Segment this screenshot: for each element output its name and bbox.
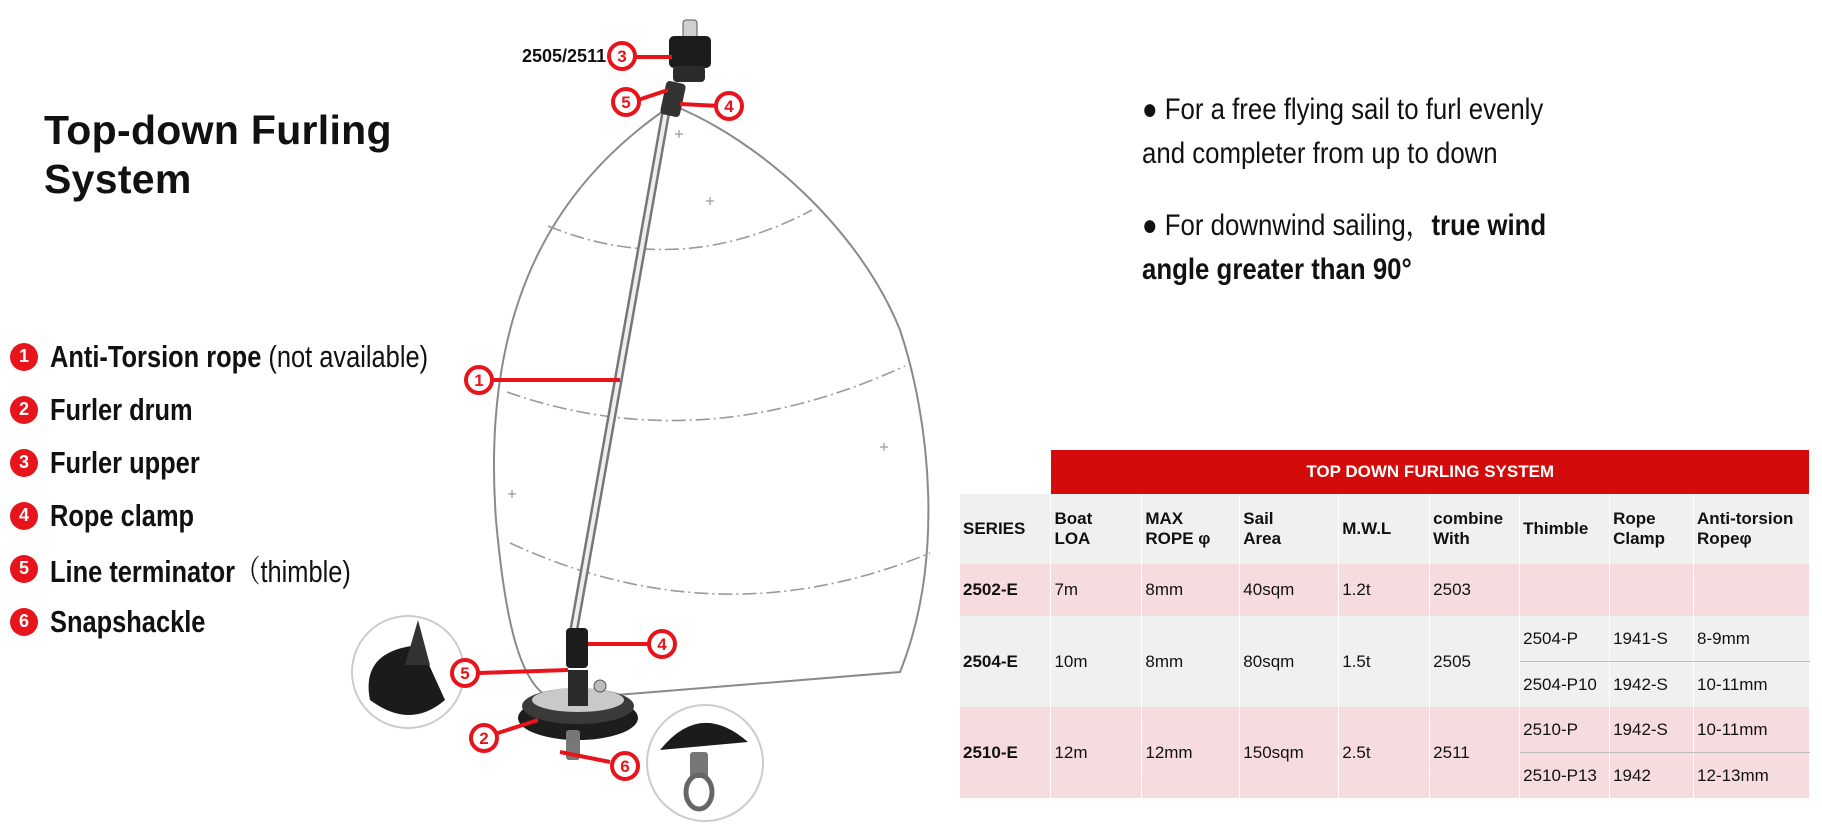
cell-combine: 2505 — [1430, 616, 1520, 707]
callout-6 — [612, 753, 638, 779]
callout-5-bottom — [452, 660, 478, 686]
furling-system-diagram — [350, 0, 970, 837]
cell-anti-torsion — [1694, 564, 1810, 616]
title-line-2: System — [44, 156, 192, 202]
callout-5-top — [613, 89, 639, 115]
callout-3 — [609, 43, 635, 69]
cell-thimble: 2510-P13 — [1520, 753, 1610, 799]
cell-anti-torsion: 8-9mm — [1694, 616, 1810, 662]
col-max-rope: MAX ROPE φ — [1142, 494, 1240, 564]
bullet-downwind-text: ● For downwind sailing， — [1142, 209, 1432, 242]
legend-label: Line terminator — [50, 554, 236, 589]
svg-text:6: 6 — [620, 757, 630, 776]
col-anti-torsion: Anti-torsion Ropeφ — [1694, 494, 1810, 564]
cell-sail-area: 80sqm — [1240, 616, 1339, 707]
snapshackle-inset — [647, 705, 763, 821]
svg-text:5: 5 — [460, 664, 470, 683]
bullet-free-flying: ● For a free flying sail to furl evenly and completer from up to down — [1142, 93, 1544, 170]
callout-badge: 2 — [10, 396, 38, 424]
top-part-label: 2505/2511 — [522, 46, 607, 66]
svg-text:2: 2 — [479, 729, 489, 748]
table-title: TOP DOWN FURLING SYSTEM — [1051, 450, 1810, 494]
cell-thimble: 2510-P — [1520, 707, 1610, 753]
table-row — [960, 707, 1810, 753]
cell-boat-loa: 12m — [1051, 707, 1142, 798]
table-blank-corner — [960, 450, 1051, 494]
callout-badge: 5 — [10, 555, 38, 583]
cell-max-rope: 8mm — [1142, 616, 1240, 707]
cell-anti-torsion: 10-11mm — [1694, 707, 1810, 753]
callout-badge: 4 — [10, 502, 38, 530]
legend-label: Furler drum — [50, 391, 193, 427]
callout-badge: 3 — [10, 449, 38, 477]
cell-rope-clamp: 1942-S — [1610, 707, 1694, 753]
col-mwl: M.W.L — [1339, 494, 1430, 564]
bullet-downwind-bold: true wind angle greater than 90° — [1142, 209, 1547, 286]
cell-series: 2504-E — [960, 616, 1051, 707]
cell-mwl: 1.2t — [1339, 564, 1430, 616]
bullet-downwind — [1142, 204, 1555, 292]
cell-sail-area: 150sqm — [1240, 707, 1339, 798]
callout-1 — [466, 367, 492, 393]
svg-text:1: 1 — [474, 371, 484, 390]
feature-bullets — [1142, 88, 1562, 292]
cell-thimble: 2504-P10 — [1520, 662, 1610, 708]
cell-boat-loa: 10m — [1051, 616, 1142, 707]
spec-table — [960, 450, 1810, 798]
legend-label: Snapshackle — [50, 603, 206, 639]
cell-sail-area: 40sqm — [1240, 564, 1339, 616]
table-header-row — [960, 494, 1810, 564]
sail-outline — [494, 105, 928, 700]
cell-combine: 2503 — [1430, 564, 1520, 616]
callout-badge: 1 — [10, 343, 38, 371]
col-sail-area: Sail Area — [1240, 494, 1339, 564]
svg-text:5: 5 — [621, 93, 631, 112]
callout-4-top — [716, 93, 742, 119]
cell-thimble: 2504-P — [1520, 616, 1610, 662]
callout-badge: 6 — [10, 608, 38, 636]
legend-note: （thimble) — [235, 554, 351, 589]
cell-mwl: 1.5t — [1339, 616, 1430, 707]
legend-label: Anti-Torsion rope — [50, 338, 262, 374]
page-title — [44, 106, 392, 204]
cell-mwl: 2.5t — [1339, 707, 1430, 798]
table-row — [960, 564, 1810, 616]
col-series: SERIES — [960, 494, 1051, 564]
cell-series: 2502-E — [960, 564, 1051, 616]
col-boat-loa: Boat LOA — [1051, 494, 1142, 564]
title-line-1: Top-down Furling — [44, 107, 392, 153]
cell-anti-torsion: 10-11mm — [1694, 662, 1810, 708]
cell-thimble — [1520, 564, 1610, 616]
svg-text:4: 4 — [724, 97, 734, 116]
table-row — [960, 616, 1810, 662]
cell-max-rope: 12mm — [1142, 707, 1240, 798]
legend-label: Rope clamp — [50, 497, 195, 533]
callout-4-bottom — [649, 631, 675, 657]
thimble-inset — [352, 616, 464, 728]
col-combine: combine With — [1430, 494, 1520, 564]
rope-clamp-lower — [566, 628, 588, 668]
cell-rope-clamp — [1610, 564, 1694, 616]
cell-max-rope: 8mm — [1142, 564, 1240, 616]
legend-note: (not available) — [261, 338, 429, 374]
col-rope-clamp: Rope Clamp — [1610, 494, 1694, 564]
cell-rope-clamp: 1942-S — [1610, 662, 1694, 708]
svg-text:3: 3 — [617, 47, 627, 66]
callout-2 — [471, 725, 497, 751]
cell-rope-clamp: 1942 — [1610, 753, 1694, 799]
cell-anti-torsion: 12-13mm — [1694, 753, 1810, 799]
cell-combine: 2511 — [1430, 707, 1520, 798]
cell-rope-clamp: 1941-S — [1610, 616, 1694, 662]
cell-boat-loa: 7m — [1051, 564, 1142, 616]
col-thimble: Thimble — [1520, 494, 1610, 564]
svg-text:4: 4 — [657, 635, 667, 654]
cell-series: 2510-E — [960, 707, 1051, 798]
legend-label: Furler upper — [50, 444, 200, 480]
